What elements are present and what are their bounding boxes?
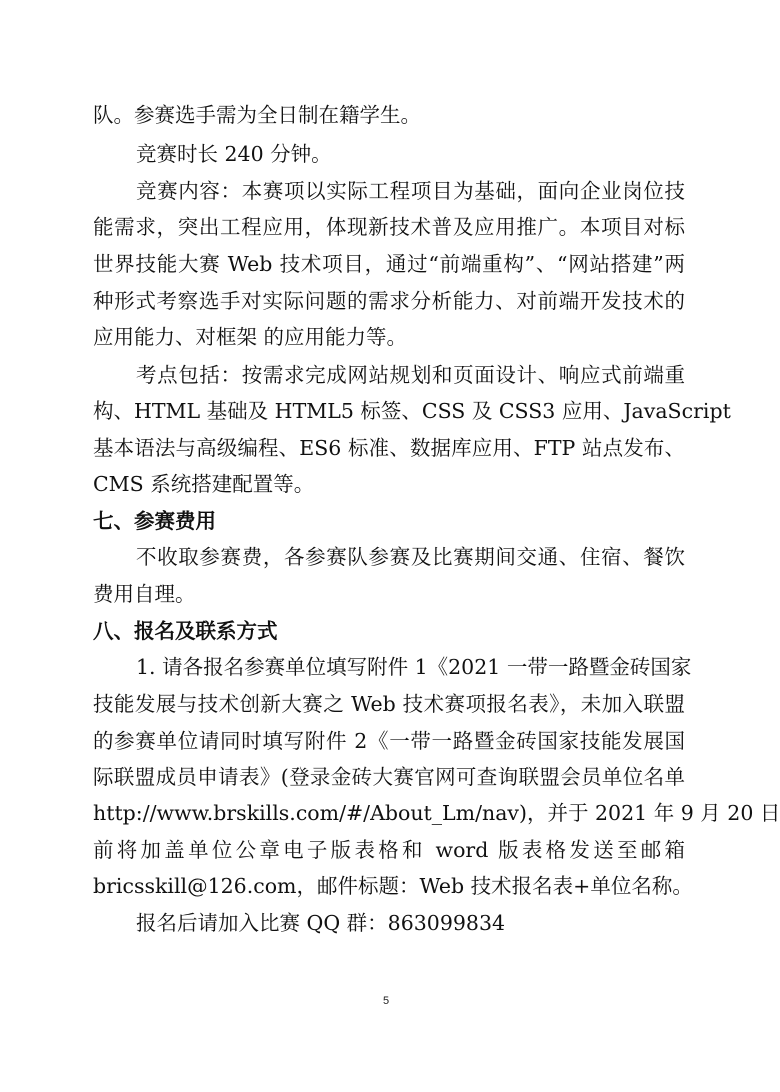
paragraph-line: 应用能力、对框架 的应用能力等。 [93, 325, 408, 349]
paragraph-line: 不收取参赛费，各参赛队参赛及比赛期间交通、住宿、餐饮 [136, 545, 685, 569]
paragraph-line: CMS 系统搭建配置等。 [93, 472, 315, 496]
paragraph-line: 基本语法与高级编程、ES6 标准、数据库应用、FTP 站点发布、 [93, 436, 685, 460]
paragraph-line: 能需求，突出工程应用，体现新技术普及应用推广。本项目对标 [93, 215, 685, 239]
paragraph-line: 报名后请加入比赛 QQ 群：863099834 [136, 911, 506, 935]
paragraph-line: 队。参赛选手需为全日制在籍学生。 [93, 103, 421, 127]
page-number: 5 [382, 995, 390, 1007]
paragraph-line: 构、HTML 基础及 HTML5 标签、CSS 及 CSS3 应用、JavaScript [93, 399, 731, 423]
paragraph-line: 际联盟成员申请表》(登录金砖大赛官网可查询联盟会员单位名单 [93, 765, 685, 789]
section-heading: 七、参赛费用 [93, 509, 216, 533]
paragraph-line: 世界技能大赛 Web 技术项目，通过“前端重构”、“网站搭建”两 [93, 252, 685, 276]
paragraph-line: 种形式考察选手对实际问题的需求分析能力、对前端开发技术的 [93, 289, 685, 313]
paragraph-line: 考点包括：按需求完成网站规划和页面设计、响应式前端重 [136, 363, 685, 387]
paragraph-line: 竞赛时长 240 分钟。 [136, 142, 332, 166]
paragraph-line: http://www.brskills.com/#/About_Lm/nav)，并于 2021 年 9 月 20 日 [93, 801, 780, 825]
paragraph-line: 1. 请各报名参赛单位填写附件 1《2021 一带一路暨金砖国家 [136, 655, 692, 679]
paragraph-line: 前将加盖单位公章电子版表格和 word 版表格发送至邮箱 [93, 838, 685, 862]
section-heading: 八、报名及联系方式 [93, 619, 278, 643]
paragraph-line: 费用自理。 [93, 582, 196, 606]
paragraph-line: bricsskill@126.com，邮件标题：Web 技术报名表+单位名称。 [93, 874, 693, 898]
paragraph-line: 技能发展与技术创新大赛之 Web 技术赛项报名表》，未加入联盟 [93, 692, 685, 716]
paragraph-line: 的参赛单位请同时填写附件 2《一带一路暨金砖国家技能发展国 [93, 729, 685, 753]
paragraph-line: 竞赛内容：本赛项以实际工程项目为基础，面向企业岗位技 [136, 179, 685, 203]
